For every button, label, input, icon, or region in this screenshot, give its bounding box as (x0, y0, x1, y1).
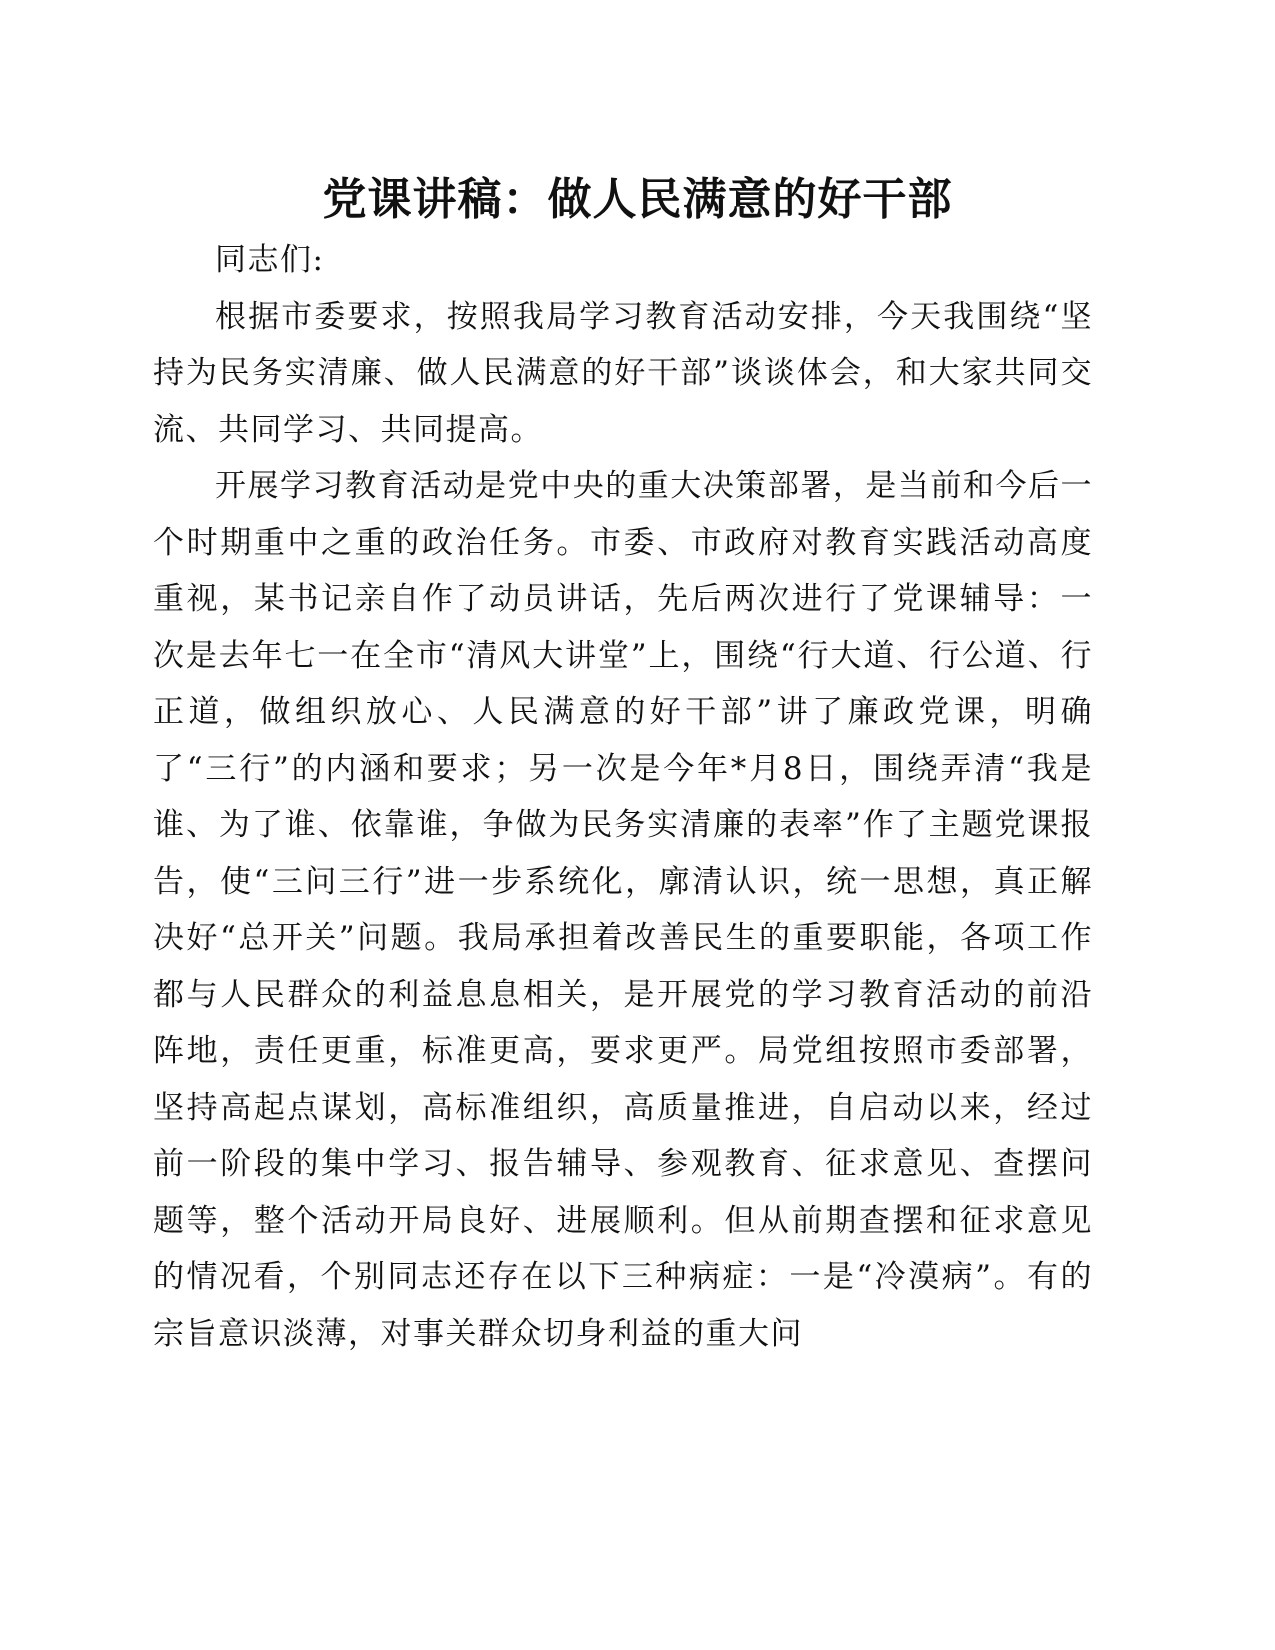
salutation: 同志们: (215, 242, 325, 278)
document-body (153, 232, 1093, 1362)
paragraph-main: 开展学习教育活动是党中央的重大决策部署，是当前和今后一个时期重中之重的政治任务。市委、市政府对教育实践活动高度重视，某书记亲自作了动员讲话，先后两次进行了党课辅导：一次是去年七一在全市“清风大讲堂”上，围绕“行大道、行公道、行正道，做组织放心、人民满意的好干部”讲了廉政党课，明确了“三行”的内涵和要求；另一次是今年*月8日，围绕弄清“我是谁、为了谁、依靠谁，争做为民务实清廉的表率”作了主题党课报告，使“三问三行”进一步系统化，廓清认识，统一思想，真正解决好“总开关”问题。我局承担着改善民生的重要职能，各项工作都与人民群众的利益息息相关，是开展党的学习教育活动的前沿阵地，责任更重，标准更高，要求更严。局党组按照市委部署，坚持高起点谋划，高标准组织，高质量推进，自启动以来，经过前一阶段的集中学习、报告辅导、参观教育、征求意见、查摆问题等，整个活动开局良好、进展顺利。但从前期查摆和征求意见的情况看，个别同志还存在以下三种病症：一是“冷漠病”。有的宗旨意识淡薄，对事关群众切身利益的重大问 (153, 468, 1093, 1352)
document-title: 党课讲稿：做人民满意的好干部 (322, 174, 953, 225)
paragraph-intro: 根据市委要求，按照我局学习教育活动安排，今天我围绕“坚持为民务实清廉、做人民满意的好干部”谈谈体会，和大家共同交流、共同学习、共同提高。 (153, 298, 1093, 448)
